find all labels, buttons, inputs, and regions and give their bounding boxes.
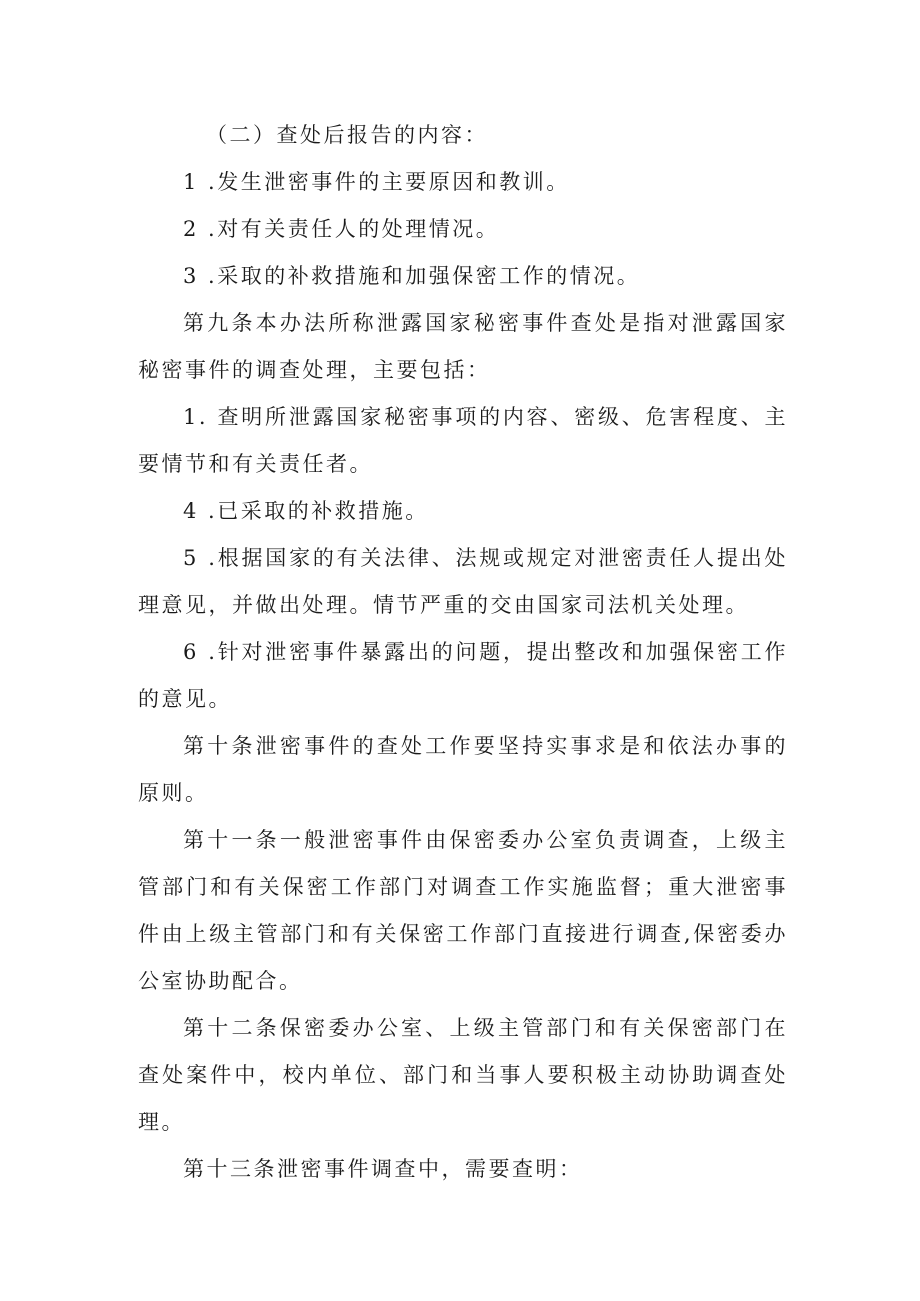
article-paragraph: 第十二条保密委办公室、上级主管部门和有关保密部门在查处案件中，校内单位、部门和当事人要积极主动协助调查处理。	[138, 1016, 788, 1134]
article-paragraph: 第十条泄密事件的查处工作要坚持实事求是和依法办事的原则。	[138, 734, 788, 805]
article-paragraph: 第十三条泄密事件调查中，需要查明：	[183, 1157, 583, 1181]
list-item: 3 .采取的补救措施和加强保密工作的情况。	[183, 264, 641, 288]
list-item: 4 .已采取的补救措施。	[183, 499, 429, 523]
list-item: 2 .对有关责任人的处理情况。	[183, 217, 500, 241]
list-item: 6 .针对泄密事件暴露出的问题，提出整改和加强保密工作的意见。	[138, 640, 788, 711]
article-paragraph: 第九条本办法所称泄露国家秘密事件查处是指对泄露国家秘密事件的调查处理，主要包括：	[138, 311, 788, 382]
list-item: 1. 查明所泄露国家秘密事项的内容、密级、危害程度、主要情节和有关责任者。	[138, 405, 788, 476]
section-heading: （二）查处后报告的内容：	[206, 123, 488, 147]
list-item: 5 .根据国家的有关法律、法规或规定对泄密责任人提出处理意见，并做出处理。情节严重的交由国家司法机关处理。	[138, 546, 788, 617]
list-item: 1 .发生泄密事件的主要原因和教训。	[183, 170, 570, 194]
article-paragraph: 第十一条一般泄密事件由保密委办公室负责调查，上级主管部门和有关保密工作部门对调查工作实施监督；重大泄密事件由上级主管部门和有关保密工作部门直接进行调查,保密委办公室协助配合。	[138, 828, 788, 993]
